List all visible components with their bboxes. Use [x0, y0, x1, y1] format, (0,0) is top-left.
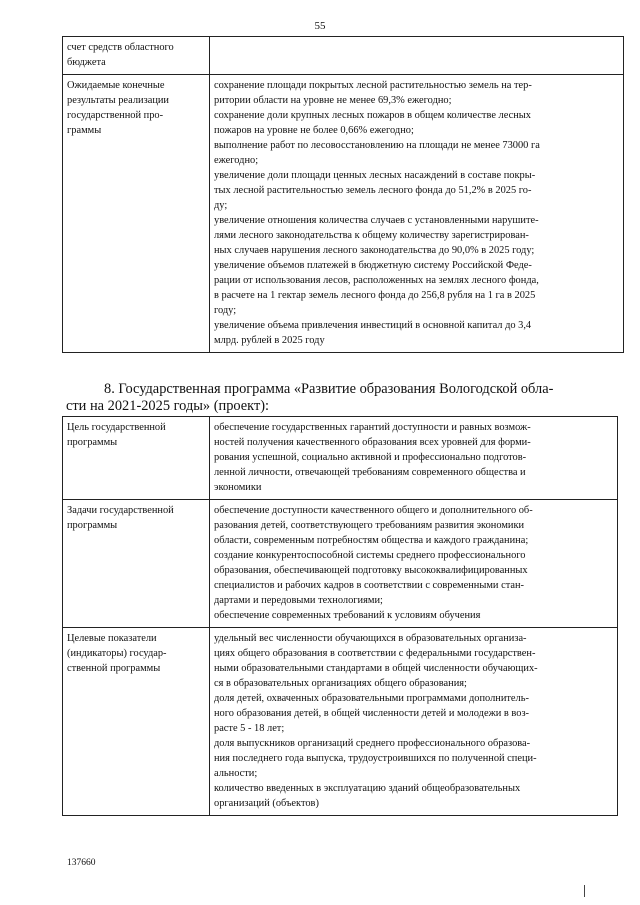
content-line: сохранение доли крупных лесных пожаров в общем количестве лесных [214, 110, 531, 121]
content-line: обеспечение современных требований к условиям обучения [214, 610, 481, 621]
content-line: специалистов и рабочих кадров в соответствии с современными стан- [214, 580, 524, 591]
table-row [63, 628, 618, 816]
content-line: альности; [214, 768, 258, 779]
content-line: увеличение объема привлечения инвестиций в основной капитал до 3,4 [214, 320, 532, 331]
content-line: циях общего образования в соответствии с федеральными государствен- [214, 648, 536, 659]
content-line: тых лесной растительностью земель лесного фонда до 51,2% в 2025 го- [214, 185, 532, 196]
content-line: лями лесного законодательства к общему количеству зарегистрирован- [214, 230, 529, 241]
content-line: ежегодно; [214, 155, 259, 166]
row-label-expected-results [63, 75, 210, 353]
content-line: организаций (объектов) [214, 798, 319, 809]
page-number: 55 [314, 20, 326, 32]
content-line: области, современным потребностям общества и каждого гражданина; [214, 535, 529, 546]
content-line: млрд. рублей в 2025 году [214, 335, 325, 346]
row-label-indicators [63, 628, 210, 816]
row-content-funding [210, 37, 624, 75]
table-row [63, 75, 624, 353]
content-line: разования детей, соответствующего требованиям развития экономики [214, 520, 525, 531]
content-line: количество введенных в эксплуатацию зданий общеобразовательных [214, 783, 521, 794]
content-line: пожаров на уровне не более 0,66% ежегодно; [214, 125, 414, 136]
content-line: выполнение работ по лесовосстановлению на площади не менее 73000 га [214, 140, 540, 151]
row-label-funding [63, 37, 210, 75]
content-line: увеличение объемов платежей в бюджетную систему Российской Феде- [214, 260, 532, 271]
table-row [63, 417, 618, 500]
content-line: ния последнего года выпуска, трудоустроившихся по полученной специ- [214, 753, 537, 764]
table-row [63, 500, 618, 628]
content-line: создание конкурентоспособной системы среднего профессионального [214, 550, 526, 561]
label-line: государственной про- [67, 110, 164, 121]
content-line: экономики [214, 482, 262, 493]
content-line: увеличение доли площади ценных лесных насаждений в составе покры- [214, 170, 536, 181]
label-line: (индикаторы) государ- [67, 648, 167, 659]
content-line: обеспечение государственных гарантий доступности и равных возмож- [214, 422, 531, 433]
label-line: программы [67, 520, 118, 531]
content-line: дартами и передовыми технологиями; [214, 595, 383, 606]
heading-line: сти на 2021-2025 годы» (проект): [66, 398, 270, 414]
content-line: году; [214, 305, 237, 316]
content-line: доля выпускников организаций среднего профессионального образова- [214, 738, 531, 749]
row-content-goal [210, 417, 618, 500]
content-line: в расчете на 1 гектар земель лесного фонда до 256,8 рубля на 1 га в 2025 [214, 290, 536, 301]
table-row [63, 37, 624, 75]
content-line: ными образовательными стандартами в общей численности обучающих- [214, 663, 538, 674]
row-content-tasks [210, 500, 618, 628]
section-heading [66, 381, 626, 415]
label-line: Целевые показатели [67, 633, 157, 644]
content-line: рования успешной, социально активной и профессионально подготов- [214, 452, 527, 463]
label-line: граммы [67, 125, 102, 136]
label-line: ственной программы [67, 663, 161, 674]
label-line: программы [67, 437, 118, 448]
label-line: результаты реализации [67, 95, 169, 106]
row-label-goal [63, 417, 210, 500]
continuation-table [62, 36, 624, 353]
content-line: ностей получения качественного образования всех уровней для форми- [214, 437, 531, 448]
content-line: образования, обеспечивающей подготовку высококвалифицированных [214, 565, 528, 576]
content-line: ду; [214, 200, 228, 211]
content-line: ленной личности, отвечающей требованиям современного общества и [214, 467, 526, 478]
content-line: ного образования детей, в общей численности детей и молодежи в воз- [214, 708, 530, 719]
content-line: ся в образовательных организациях общего образования; [214, 678, 467, 689]
content-line: увеличение отношения количества случаев с установленными нарушите- [214, 215, 539, 226]
label-line: Ожидаемые конечные [67, 80, 165, 91]
content-line: ритории области на уровне не менее 69,3% ежегодно; [214, 95, 452, 106]
label-line: Цель государственной [67, 422, 166, 433]
content-line: рации от использования лесов, расположенных на землях лесного фонда, [214, 275, 539, 286]
document-code: 137660 [67, 858, 96, 868]
scan-edge-mark [584, 885, 585, 897]
label-line: Задачи государственной [67, 505, 174, 516]
content-line: сохранение площади покрытых лесной растительностью земель на тер- [214, 80, 532, 91]
content-line: обеспечение доступности качественного общего и дополнительного об- [214, 505, 533, 516]
content-line: расте 5 - 18 лет; [214, 723, 285, 734]
heading-line: 8. Государственная программа «Развитие образования Вологодской обла- [104, 381, 554, 397]
content-line: удельный вес численности обучающихся в образовательных организа- [214, 633, 527, 644]
program-passport-table [62, 416, 618, 816]
label-line: счет средств областного [67, 42, 174, 53]
row-label-tasks [63, 500, 210, 628]
content-line: ных случаев нарушения лесного законодательства до 90,0% в 2025 году; [214, 245, 535, 256]
row-content-indicators [210, 628, 618, 816]
content-line: доля детей, охваченных образовательными программами дополнитель- [214, 693, 529, 704]
label-line: бюджета [67, 57, 106, 68]
row-content-expected-results [210, 75, 624, 353]
